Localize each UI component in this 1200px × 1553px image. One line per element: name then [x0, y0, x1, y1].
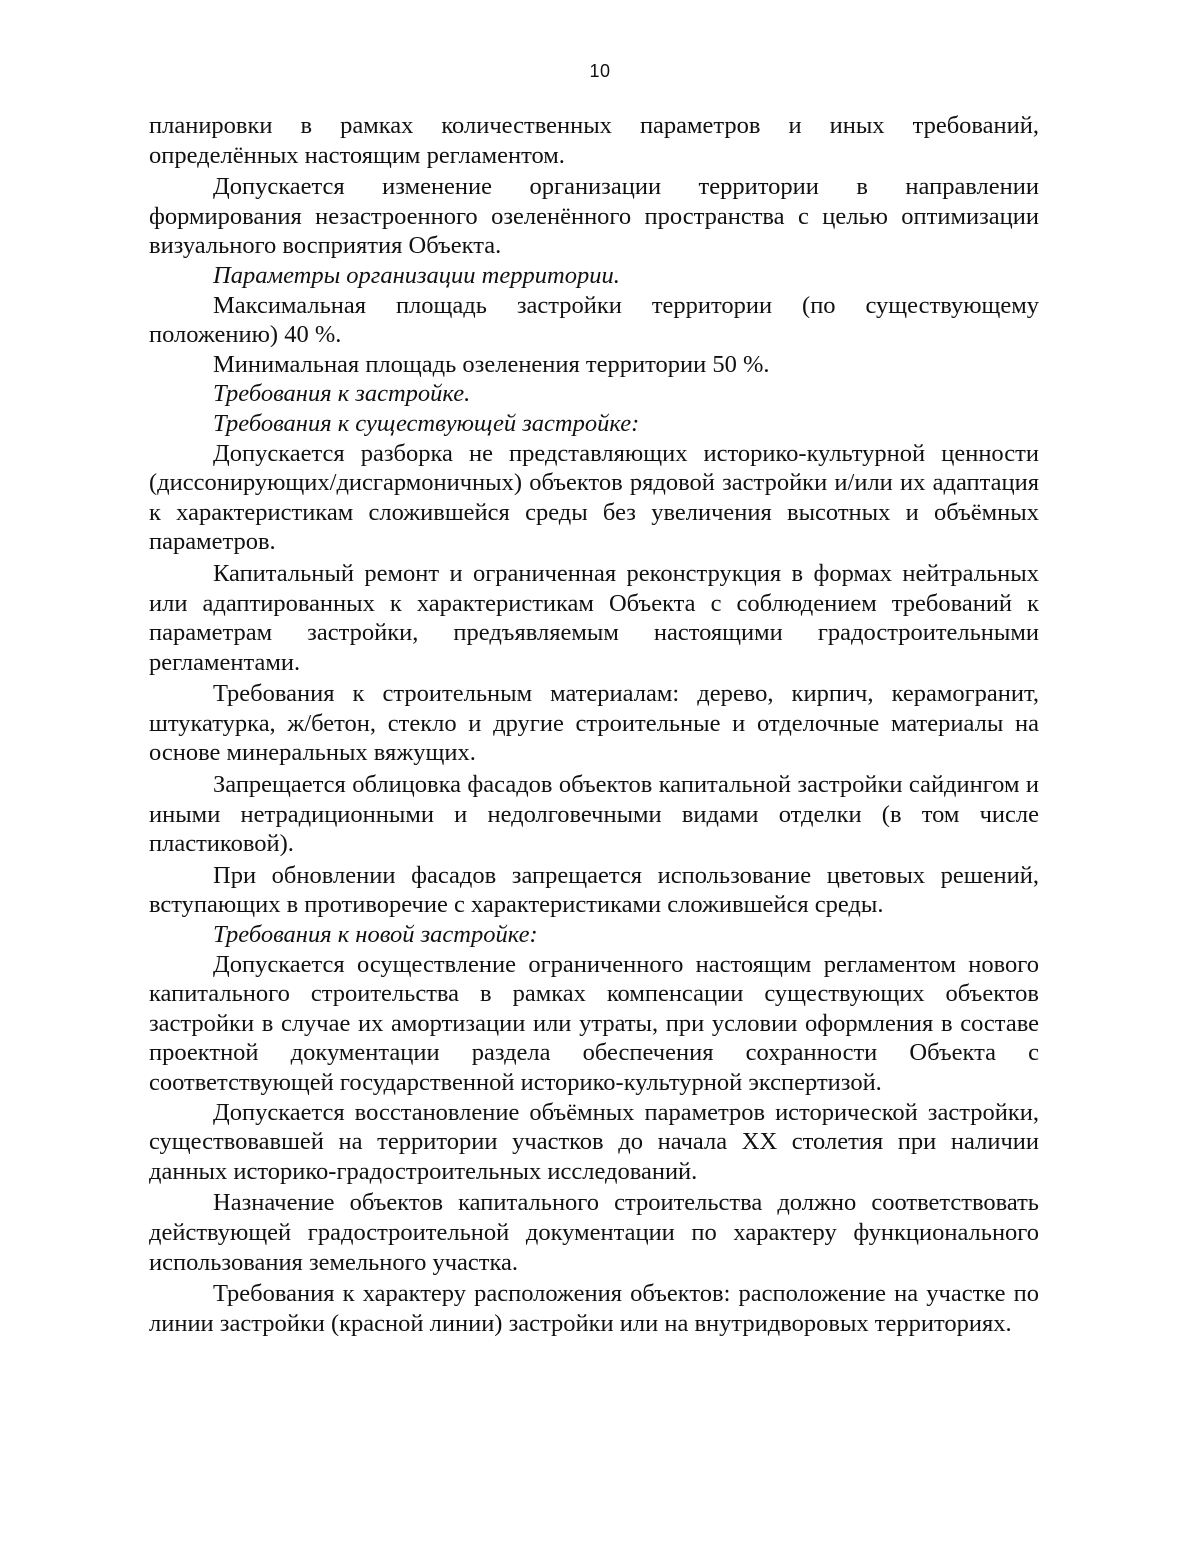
- paragraph-volume-restoration: Допускается восстановление объёмных параметров исторической застройки, существовавшей на территории участков до начала XX столетия при наличии данных историко-градостроительных исследований.: [149, 1098, 1039, 1185]
- heading-territory-parameters: Параметры организации территории.: [213, 261, 620, 289]
- paragraph-building-purpose: Назначение объектов капитального строительства должно соответствовать действующей градостроительной документации по характеру функционального использования земельного участка.: [149, 1189, 1039, 1276]
- paragraph-max-building-area: Максимальная площадь застройки территории (по существующему положению) 40 %.: [149, 291, 1039, 349]
- paragraph-territory-change: Допускается изменение организации территории в направлении формирования незастроенного озеленённого пространства с целью оптимизации визуального восприятия Объекта.: [149, 173, 1039, 260]
- paragraph-continuation: планировки в рамках количественных параметров и иных требований, определённых настоящим регламентом.: [149, 112, 1039, 169]
- document-body: [149, 111, 1039, 1338]
- paragraph-demolition: Допускается разборка не представляющих историко-культурной ценности (диссонирующих/дисгармоничных) объектов рядовой застройки и/или их адаптация к характеристикам сложившейся среды без увеличения высотных и объёмных параметров.: [149, 439, 1039, 556]
- page-number: 10: [589, 61, 611, 81]
- paragraph-materials: Требования к строительным материалам: дерево, кирпич, керамогранит, штукатурка, ж/бетон, стекло и другие строительные и отделочные материалы на основе минеральных вяжущих.: [149, 680, 1039, 767]
- paragraph-min-greening-area: Минимальная площадь озеленения территории 50 %.: [213, 350, 770, 378]
- paragraph-facade-prohibition: Запрещается облицовка фасадов объектов капитальной застройки сайдингом и иными нетрадиционными и недолговечными видами отделки (в том числе пластиковой).: [149, 771, 1039, 858]
- paragraph-new-construction: Допускается осуществление ограниченного настоящим регламентом нового капитального строительства в рамках компенсации существующих объектов застройки в случае их амортизации или утраты, при условии оформления в составе проектной документации раздела обеспечения сохранности Объекта с соответствующей государственной историко-культурной экспертизой.: [149, 950, 1039, 1096]
- heading-existing-building-requirements: Требования к существующей застройке:: [213, 409, 640, 437]
- paragraph-facade-colors: При обновлении фасадов запрещается использование цветовых решений, вступающих в противоречие с характеристиками сложившейся среды.: [149, 861, 1039, 919]
- heading-new-building-requirements: Требования к новой застройке:: [213, 921, 538, 949]
- heading-building-requirements: Требования к застройке.: [213, 380, 471, 408]
- paragraph-capital-repair: Капитальный ремонт и ограниченная реконструкция в формах нейтральных или адаптированных к характеристикам Объекта с соблюдением требований к параметрам застройки, предъявляемым настоящими градостроительными регламентами.: [149, 559, 1039, 676]
- paragraph-placement-requirements: Требования к характеру расположения объектов: расположение на участке по линии застройки (красной линии) застройки или на внутридворовых территориях.: [149, 1280, 1039, 1337]
